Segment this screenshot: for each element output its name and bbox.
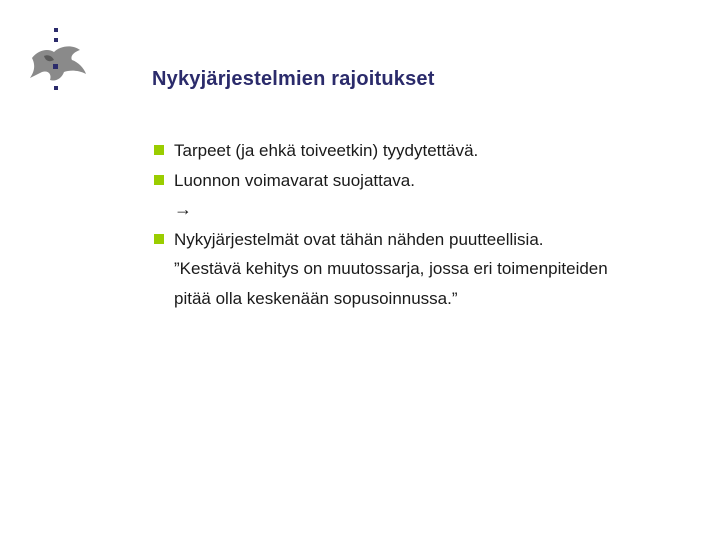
arrow-line bbox=[152, 195, 712, 225]
quote-line-2 bbox=[152, 284, 712, 314]
slide-content bbox=[152, 136, 712, 313]
university-logo-icon bbox=[22, 28, 90, 96]
right-arrow-text: → bbox=[174, 199, 192, 219]
bullet-text: Nykyjärjestelmät ovat tähän nähden puutteellisia. bbox=[174, 229, 544, 249]
slide-title: Nykyjärjestelmien rajoitukset bbox=[152, 68, 435, 90]
bullet-square-icon bbox=[154, 145, 164, 155]
bullet-square-icon bbox=[154, 175, 164, 185]
bullet-line-1 bbox=[152, 136, 712, 166]
bullet-line-3 bbox=[152, 225, 712, 255]
quote-line-1 bbox=[152, 254, 712, 284]
quote-text: ”Kestävä kehitys on muutossarja, jossa eri toimenpiteiden bbox=[174, 259, 608, 278]
bullet-line-2 bbox=[152, 166, 712, 196]
bullet-square-icon bbox=[154, 234, 164, 244]
quote-text: pitää olla keskenään sopusoinnussa.” bbox=[174, 288, 458, 308]
bullet-text: Tarpeet (ja ehkä toiveetkin) tyydytettävä. bbox=[174, 141, 479, 160]
bullet-text: Luonnon voimavarat suojattava. bbox=[174, 170, 415, 190]
